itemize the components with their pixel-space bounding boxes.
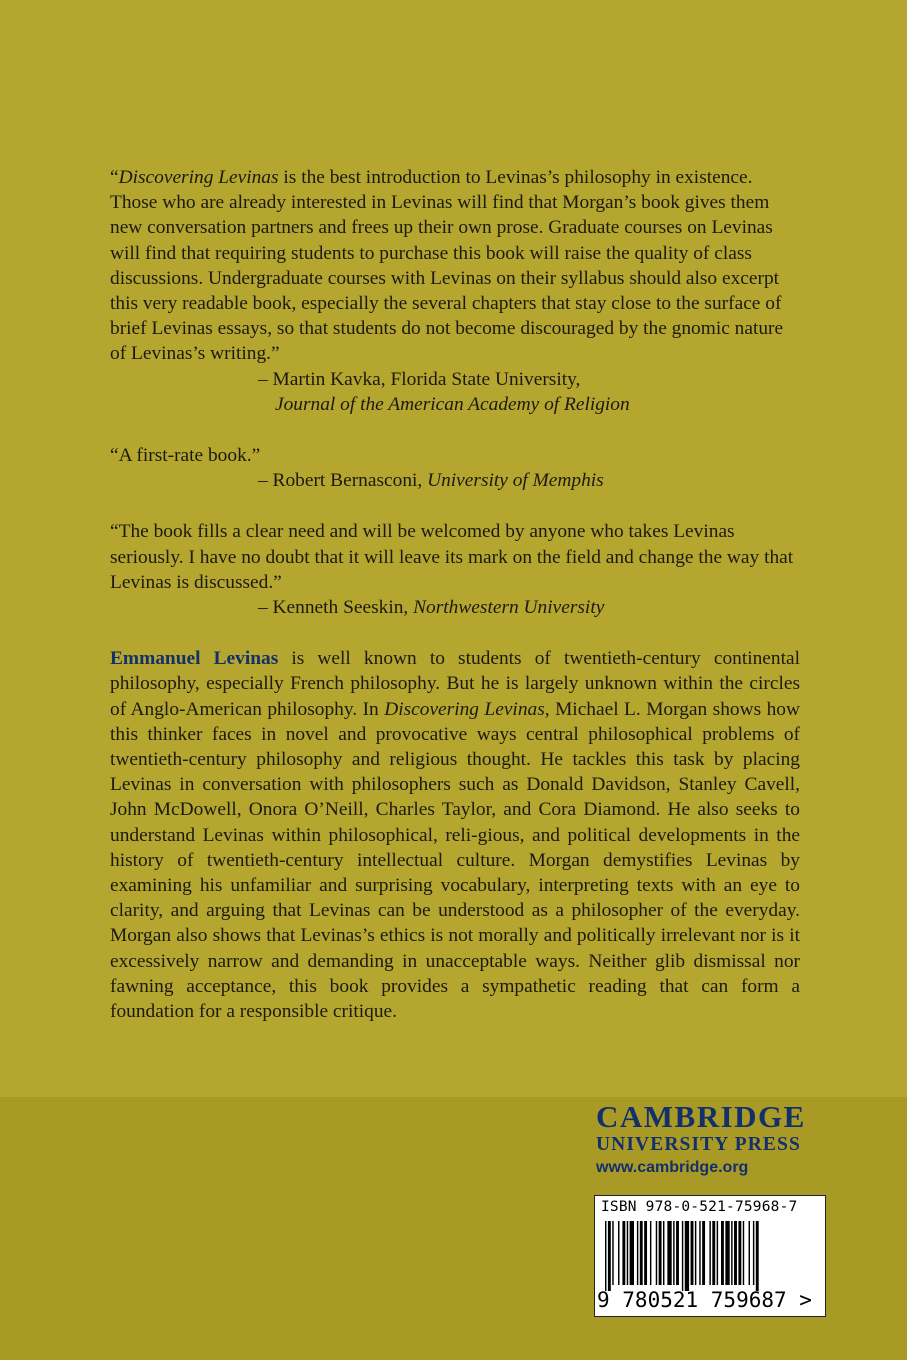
review-quote-2 — [110, 443, 800, 493]
review-quote-1-text: “Discovering Levinas is the best introduction to Levinas’s philosophy in existence. Those who are already interested in Levinas will find that Morgan’s book gives them new conversation partners and frees up their own prose. Graduate courses on Levinas will find that requiring students to purchase this book will raise the quality of class discussions. Undergraduate courses with Levinas on their syllabus should also excerpt this very readable book, especially the several chapters that stay close to the surface of brief Levinas essays, so that students do not become discouraged by the gnomic nature of Levinas’s writing.” — [110, 167, 784, 365]
isbn-barcode — [594, 1195, 826, 1317]
barcode-bar — [622, 1221, 625, 1285]
isbn-label: ISBN 978-0-521-75968-7 — [601, 1199, 798, 1215]
barcode-bar — [650, 1221, 651, 1285]
review-quote-2-text: “A first-rate book.” — [110, 445, 261, 467]
publisher-url: www.cambridge.org — [596, 1159, 749, 1176]
barcode-bar — [702, 1221, 705, 1285]
barcode-bar — [709, 1221, 710, 1285]
review-quote-3-attribution — [110, 595, 800, 620]
barcode-bar — [721, 1221, 724, 1285]
barcode-bar — [682, 1221, 683, 1291]
barcode-bar — [695, 1221, 696, 1285]
barcode-digits: 9 780521 759687 > — [597, 1288, 812, 1312]
barcode-bar — [725, 1221, 729, 1285]
review-quote-1-body: is the best introduction to Levinas’s philosophy in existence. Those who are already interested in Levinas will find that Morgan’s book gives them new conversation partners and frees up their own prose. Graduate courses on Levinas will find that requiring students to purchase this book will raise the quality of class discussions. Undergraduate courses with Levinas on their syllabus should also excerpt this very readable book, especially the several chapters that stay close to the surface of brief Levinas essays, so that students do not become discouraged by the gnomic nature of Levinas’s writing.” — [110, 167, 784, 365]
barcode-bar — [663, 1221, 664, 1285]
book-description — [110, 646, 800, 1024]
barcode-bar — [749, 1221, 750, 1285]
barcode-bar — [659, 1221, 662, 1285]
review-quote-3-reviewer: – Kenneth Seeskin, — [258, 597, 414, 619]
barcode-bar — [756, 1221, 759, 1291]
barcode-bar — [699, 1221, 700, 1285]
review-quote-2-attribution — [110, 468, 800, 493]
barcode-bar — [667, 1221, 671, 1285]
barcode-bar — [731, 1221, 732, 1285]
review-quote-1-attribution: – Martin Kavka, Florida State University, — [258, 368, 581, 390]
barcode-bar — [676, 1221, 679, 1285]
book-description-part1: is well known to students of twentieth-century continental philosophy, especially French philosophy. But he is largely unknown within the circles of Anglo-American philosophy. In — [110, 648, 800, 720]
barcode-bar — [712, 1221, 715, 1285]
barcode-bar — [753, 1221, 754, 1285]
book-description-part2: , Michael L. Morgan shows how this thinker faces in novel and provocative ways central philosophical problems of twentieth-century philosophy and religious thought. He tackles this task by placing Levinas in conversation with philosophers such as Donald Davidson, Stanley Cavell, John McDowell, Onora O’Neill, Charles Taylor, and Cora Diamond. He also seeks to understand Levinas within philosophical, reli-gious, and political developments in the history of twentieth-century intellectual culture. Morgan demystifies Levinas by examining his unfamiliar and surprising vocabulary, interpreting texts with an eye to clarity, and arguing that Levinas can be understood as a philosopher of the everyday. Morgan also shows that Levinas’s ethics is not morally and politically irrelevant nor is it excessively narrow and demanding in unacceptable ways. Neither glib dismissal nor fawning acceptance, this book provides a sympathetic reading that can form a foundation for a responsible critique. — [110, 698, 801, 1023]
back-cover-text — [110, 165, 800, 1024]
barcode-bar — [717, 1221, 718, 1285]
barcode-bar — [627, 1221, 628, 1285]
book-title-italic: Discovering Levinas — [118, 167, 279, 188]
barcode-bar — [673, 1221, 674, 1285]
publisher-logo — [596, 1100, 828, 1180]
barcode-bar — [640, 1221, 643, 1285]
barcode-bar — [734, 1221, 737, 1285]
barcode-bar — [743, 1221, 744, 1285]
review-quote-1 — [110, 165, 800, 417]
barcode-bar — [738, 1221, 741, 1285]
book-description-lead: Emmanuel Levinas — [110, 648, 279, 670]
barcode-bar — [612, 1221, 613, 1285]
review-quote-2-reviewer: – Robert Bernasconi, — [258, 470, 428, 492]
barcode-bar — [637, 1221, 638, 1285]
barcode-bar — [656, 1221, 657, 1285]
barcode-bar — [691, 1221, 694, 1285]
publisher-name: CAMBRIDGE — [596, 1099, 806, 1134]
barcode-bar — [608, 1221, 611, 1291]
publisher-subtitle: UNIVERSITY PRESS — [596, 1134, 801, 1155]
barcode-bar — [685, 1221, 689, 1291]
review-quote-1-source: Journal of the American Academy of Religion — [275, 393, 630, 415]
review-quote-3-institution: Northwestern University — [413, 597, 605, 619]
barcode-bar — [618, 1221, 619, 1285]
barcode-bar — [644, 1221, 647, 1285]
barcode-bar — [630, 1221, 634, 1285]
barcode-bar — [605, 1221, 606, 1291]
book-description-title: Discovering Levinas — [384, 698, 545, 720]
review-quote-2-institution: University of Memphis — [427, 470, 604, 492]
barcode-bars — [605, 1221, 805, 1291]
review-quote-3 — [110, 519, 800, 620]
review-quote-3-text: “The book fills a clear need and will be welcomed by anyone who takes Levinas seriously. I have no doubt that it will leave its mark on the field and change the way that Levinas is discussed.” — [110, 521, 794, 593]
